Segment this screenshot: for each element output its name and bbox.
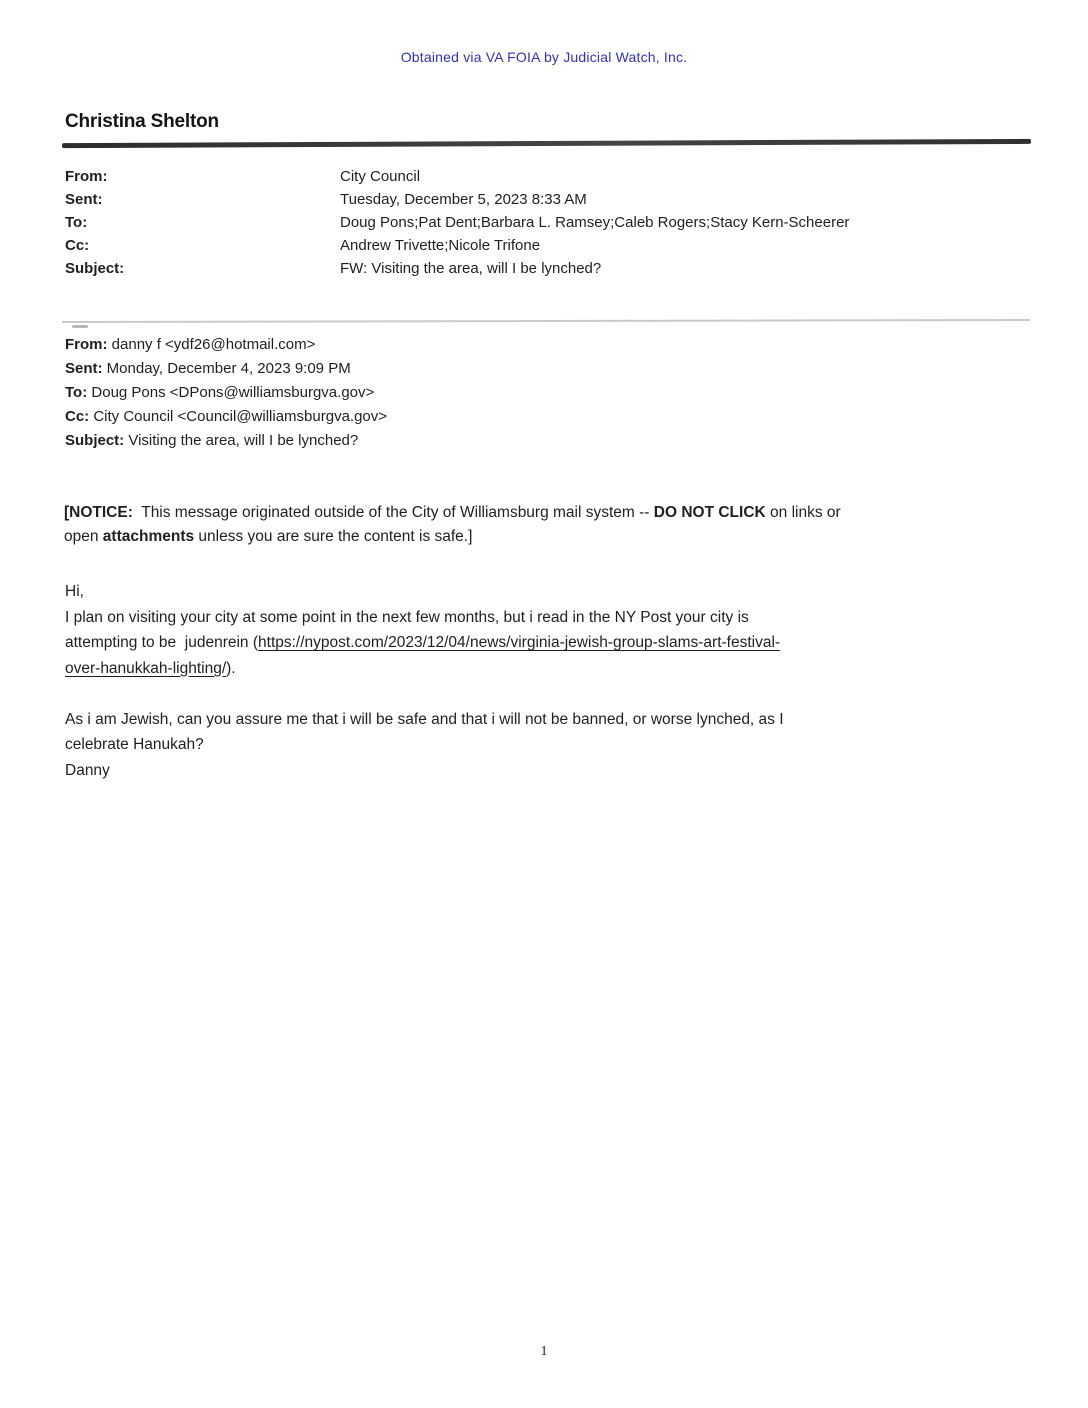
header-row-to — [65, 211, 849, 234]
from-label: From: — [65, 168, 108, 185]
sent-label: Sent: — [65, 191, 103, 208]
from-label: From: — [65, 336, 108, 353]
subject-label: Subject: — [65, 260, 125, 277]
subject-value: FW: Visiting the area, will I be lynched? — [340, 260, 602, 277]
header-divider — [62, 139, 1031, 148]
header-row-from — [65, 333, 387, 357]
nypost-article-link[interactable]: https://nypost.com/2023/12/04/news/virginia-jewish-group-slams-art-festival- — [258, 634, 781, 651]
header-row-from — [65, 165, 849, 188]
cc-value: Andrew Trivette;Nicole Trifone — [340, 237, 541, 254]
subject-value: Visiting the area, will I be lynched? — [128, 432, 359, 449]
body-text: ). — [226, 659, 236, 677]
notice-bracket: [NOTICE: — [64, 504, 133, 521]
from-value: City Council — [340, 168, 421, 185]
notice-text: This message originated outside of the City of Williamsburg mail system -- — [132, 504, 654, 521]
sent-value: Monday, December 4, 2023 9:09 PM — [106, 360, 351, 377]
to-label: To: — [65, 214, 88, 231]
body-text: As i am Jewish, can you assure me that i will be safe and that i will not be banned, or worse lynched, as I — [65, 710, 784, 728]
cc-label: Cc: — [65, 237, 90, 254]
scan-artifact — [72, 325, 88, 328]
section-divider — [62, 319, 1030, 323]
signature: Danny — [65, 761, 110, 779]
forward-email-header — [65, 165, 849, 280]
header-row-sent — [65, 188, 849, 211]
body-text: I plan on visiting your city at some point in the next few months, but i read in the NY Post your city is — [65, 608, 749, 626]
foia-banner: Obtained via VA FOIA by Judicial Watch, Inc. — [400, 49, 688, 65]
page-title: Christina Shelton — [65, 111, 219, 132]
cc-value: City Council <Council@williamsburgva.gov> — [93, 408, 388, 425]
to-value: Doug Pons <DPons@williamsburgva.gov> — [91, 384, 375, 401]
notice-text: on links or — [765, 504, 841, 521]
notice-text: unless you are sure the content is safe.] — [194, 528, 473, 545]
original-email-header — [65, 333, 387, 453]
subject-label: Subject: — [65, 432, 125, 449]
notice-do-not-click: DO NOT CLICK — [653, 504, 766, 521]
header-row-subject — [65, 257, 849, 280]
sent-label: Sent: — [65, 360, 103, 377]
body-text: attempting to be judenrein ( — [65, 634, 259, 651]
to-value: Doug Pons;Pat Dent;Barbara L. Ramsey;Caleb Rogers;Stacy Kern-Scheerer — [340, 214, 850, 231]
header-row-cc — [65, 234, 849, 257]
header-row-sent — [65, 357, 387, 381]
sent-value: Tuesday, December 5, 2023 8:33 AM — [340, 191, 587, 208]
header-row-cc — [65, 405, 387, 429]
nypost-article-link[interactable]: over-hanukkah-lighting/ — [65, 659, 227, 677]
header-row-to — [65, 381, 387, 405]
notice-attachments: attachments — [102, 528, 195, 545]
page-number: 1 — [540, 1344, 548, 1359]
external-sender-notice — [64, 501, 1004, 549]
notice-text: open — [64, 528, 103, 545]
greeting: Hi, — [65, 583, 84, 600]
cc-label: Cc: — [65, 408, 90, 425]
to-label: To: — [65, 384, 88, 401]
body-text: celebrate Hanukah? — [65, 736, 204, 753]
email-body — [65, 579, 1025, 783]
from-value: danny f <ydf26@hotmail.com> — [111, 336, 316, 353]
header-row-subject — [65, 429, 387, 453]
